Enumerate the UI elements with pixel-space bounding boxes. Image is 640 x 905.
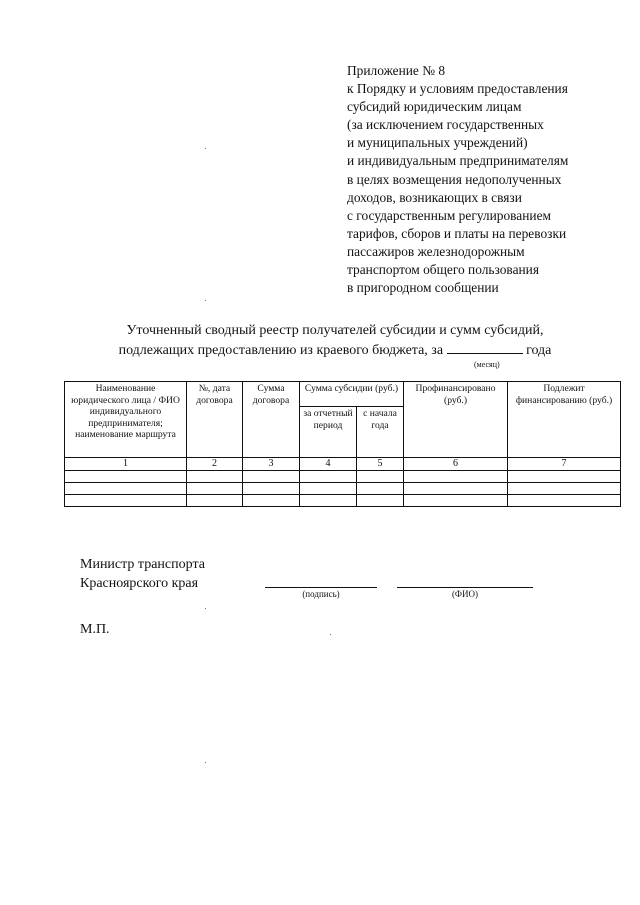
appendix-line: субсидий юридическим лицам <box>347 99 522 115</box>
table-cell <box>243 482 300 494</box>
table-cell <box>508 482 621 494</box>
document-title-line2 <box>40 340 630 360</box>
scan-speck <box>205 608 206 609</box>
table-cell <box>65 482 187 494</box>
table-cell <box>300 470 357 482</box>
table-cell <box>65 470 187 482</box>
table-row <box>65 470 621 482</box>
name-caption: (ФИО) <box>451 589 479 599</box>
column-number: 5 <box>357 458 404 471</box>
appendix-line: с государственным регулированием <box>347 207 551 223</box>
table-header-row <box>65 382 621 407</box>
appendix-line: в целях возмещения недополученных <box>347 171 562 187</box>
title-text: подлежащих предоставлению из краевого бюджета, за <box>118 343 444 358</box>
signature-caption: (подпись) <box>302 589 340 599</box>
table-cell <box>357 470 404 482</box>
column-number: 3 <box>243 458 300 471</box>
title-year-word: года <box>526 343 552 358</box>
header-from-year-start: с начала года <box>357 407 404 458</box>
table-number-row <box>65 458 621 471</box>
header-name: Наименование юридического лица / ФИО индивидуального предпринимателя; наименование маршрута <box>65 382 187 458</box>
table-cell <box>508 470 621 482</box>
table-cell <box>187 494 243 506</box>
table-cell <box>404 482 508 494</box>
column-number: 1 <box>65 458 187 471</box>
scan-speck <box>205 762 206 763</box>
table-row <box>65 482 621 494</box>
header-to-finance: Подлежит финансированию (руб.) <box>508 382 621 458</box>
month-blank <box>447 340 523 354</box>
table-row <box>65 494 621 506</box>
header-contract-sum: Сумма договора <box>243 382 300 458</box>
column-number: 7 <box>508 458 621 471</box>
table-cell <box>404 494 508 506</box>
table-cell <box>404 470 508 482</box>
header-contract-number: №, дата договора <box>187 382 243 458</box>
document-title-line1: Уточненный сводный реестр получателей субсидии и сумм субсидий, <box>126 323 544 338</box>
appendix-line: Приложение № 8 <box>347 63 446 78</box>
registry-table <box>64 381 621 507</box>
scan-speck <box>205 300 206 301</box>
scan-speck <box>330 634 331 635</box>
appendix-line: к Порядку и условиям предоставления <box>347 81 568 97</box>
name-line <box>397 587 533 588</box>
table-cell <box>357 482 404 494</box>
appendix-line: доходов, возникающих в связи <box>347 189 522 205</box>
table-cell <box>243 470 300 482</box>
appendix-line: и индивидуальным предпринимателям <box>347 153 569 169</box>
column-number: 4 <box>300 458 357 471</box>
stamp-place: М.П. <box>80 622 110 637</box>
table-cell <box>187 470 243 482</box>
header-reporting-period: за отчетный период <box>300 407 357 458</box>
table-cell <box>243 494 300 506</box>
column-number: 6 <box>404 458 508 471</box>
table-cell <box>357 494 404 506</box>
signature-line <box>265 587 377 588</box>
month-hint: (месяц) <box>474 360 500 369</box>
appendix-block <box>347 62 627 297</box>
table-cell <box>300 494 357 506</box>
header-subsidy-sum: Сумма субсидии (руб.) <box>300 382 404 407</box>
signatory-position: Министр транспорта <box>80 557 205 572</box>
appendix-line: и муниципальных учреждений) <box>347 135 528 151</box>
appendix-line: транспортом общего пользования <box>347 262 540 278</box>
table-cell <box>65 494 187 506</box>
appendix-line: тарифов, сборов и платы на перевозки <box>347 225 567 241</box>
scan-speck <box>205 148 206 149</box>
table-cell <box>300 482 357 494</box>
header-financed: Профинансировано (руб.) <box>404 382 508 458</box>
column-number: 2 <box>187 458 243 471</box>
table-cell <box>187 482 243 494</box>
appendix-line: пассажиров железнодорожным <box>347 243 525 259</box>
table-cell <box>508 494 621 506</box>
appendix-line: (за исключением государственных <box>347 117 544 133</box>
signatory-region: Красноярского края <box>80 576 199 591</box>
appendix-line: в пригородном сообщении <box>347 280 499 296</box>
